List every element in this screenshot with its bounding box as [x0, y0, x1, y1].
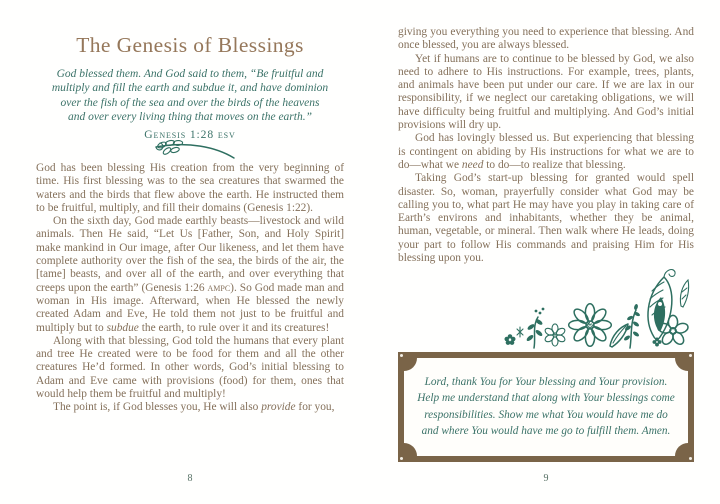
dot-flower-icon [505, 334, 516, 345]
body-paragraph: On the sixth day, God made earthly beasts—livestock and wild animals. Then He said, “Let Us [Father, Son, and Holy Spirit] make mankind in Our image, after Our likeness, and let them have complete authority over the fish of the sea, the birds of the air, the [tame] beasts, and over all of the earth, and over everything that creeps upon the earth” (Genesis 1:26 ampc). So God made man and woman in His image. Afterward, when He blessed the newly created Adam and Eve, He told them not just to be fruitful and multiply but to subdue the earth, to rule over it and its creatures! [36, 215, 344, 334]
leaf-stem-icon [526, 308, 545, 348]
prayer-box-inner [404, 358, 688, 456]
leaf-sprig-ornament [144, 137, 236, 163]
slender-leaf-icon [680, 280, 688, 307]
prayer-box [398, 352, 694, 462]
body-paragraph: God has been blessing His creation from the very beginning of time. His first blessing was to the sea creatures that swarmed the waters and the birds that flew above the earth. He instructed them to be fruitful, multiply, and fill their domains (Genesis 1:22). [36, 162, 344, 214]
body-text-right [398, 26, 694, 265]
page-number-right: 9 [543, 473, 549, 484]
body-paragraph: Along with that blessing, God told the humans that every plant and tree He created were to be food for them and all the other creatures He’d formed. In other words, God’s initial blessing to Adam and Eve came with provisions (food) for them, ones that would help them be fruitful and multiply! [36, 334, 344, 401]
page-right [398, 0, 694, 504]
frame-dot [689, 457, 692, 460]
dot-flower-icon [653, 338, 662, 347]
daisy-flower-icon [569, 304, 612, 347]
chapter-title: The Genesis of Blessings [76, 33, 304, 57]
page-number-left: 8 [187, 473, 193, 484]
frame-corner [675, 443, 688, 456]
body-paragraph: giving you everything you need to experience that blessing. And once blessed, you are always blessed. [398, 26, 694, 52]
star-sprig-icon [517, 327, 523, 337]
epigraph-line: over the fish of the sea and over the birds of the heavens [60, 96, 320, 109]
frame-corner [404, 358, 417, 371]
frame-corner [675, 358, 688, 371]
epigraph-line: God blessed them. And God said to them, “Be fruitful and [56, 68, 324, 80]
floral-cluster-illustration [464, 263, 692, 353]
frame-dot [400, 457, 403, 460]
frame-dot [689, 354, 692, 357]
body-paragraph: Taking God’s start-up blessing for granted would spell disaster. So, woman, prayerfully consider what God may be calling you to, what part He may have you play in taking care of Earth’s environs and inhabitants, whether they be animal, human, vegetable, or mineral. Then walk where He leads, doing your part to follow His commands and praising Him for His blessing upon you. [398, 172, 694, 265]
epigraph-line: multiply and fill the earth and subdue it, and have dominion [51, 82, 329, 95]
spiral-flower-icon [544, 324, 566, 346]
body-paragraph: Yet if humans are to continue to be blessed by God, we also need to adhere to His instructions. For example, trees, plants, and animals have been put under our care. If we are lax in our responsibility, if we neglect our caretaking obligations, we will have difficulty being fruitful and multiplying. And God’s initial provisions will dry up. [398, 52, 694, 132]
prayer-text: Lord, thank You for Your blessing and Your provision. Help me understand that along with Your blessings come responsibilities. Show me what You would have me do and where You would have me go to fulfill them. Amen. [417, 376, 675, 438]
body-text-left [36, 162, 344, 415]
epigraph-lines [36, 67, 344, 125]
epigraph [36, 67, 344, 142]
page-left [36, 0, 344, 504]
body-paragraph: The point is, if God blesses you, He will also provide for you, [53, 401, 335, 414]
epigraph-line: and over every living thing that moves on the earth.” [67, 111, 312, 124]
body-paragraph: God has lovingly blessed us. But experiencing that blessing is contingent on abiding by His instructions for what we are to do—what we need to do—to realize that blessing. [398, 132, 694, 171]
frame-dot [400, 354, 403, 357]
scripture-reference: Genesis 1:28 esv [144, 127, 236, 141]
pointed-leaf-icon [610, 324, 628, 347]
frame-corner [404, 443, 417, 456]
